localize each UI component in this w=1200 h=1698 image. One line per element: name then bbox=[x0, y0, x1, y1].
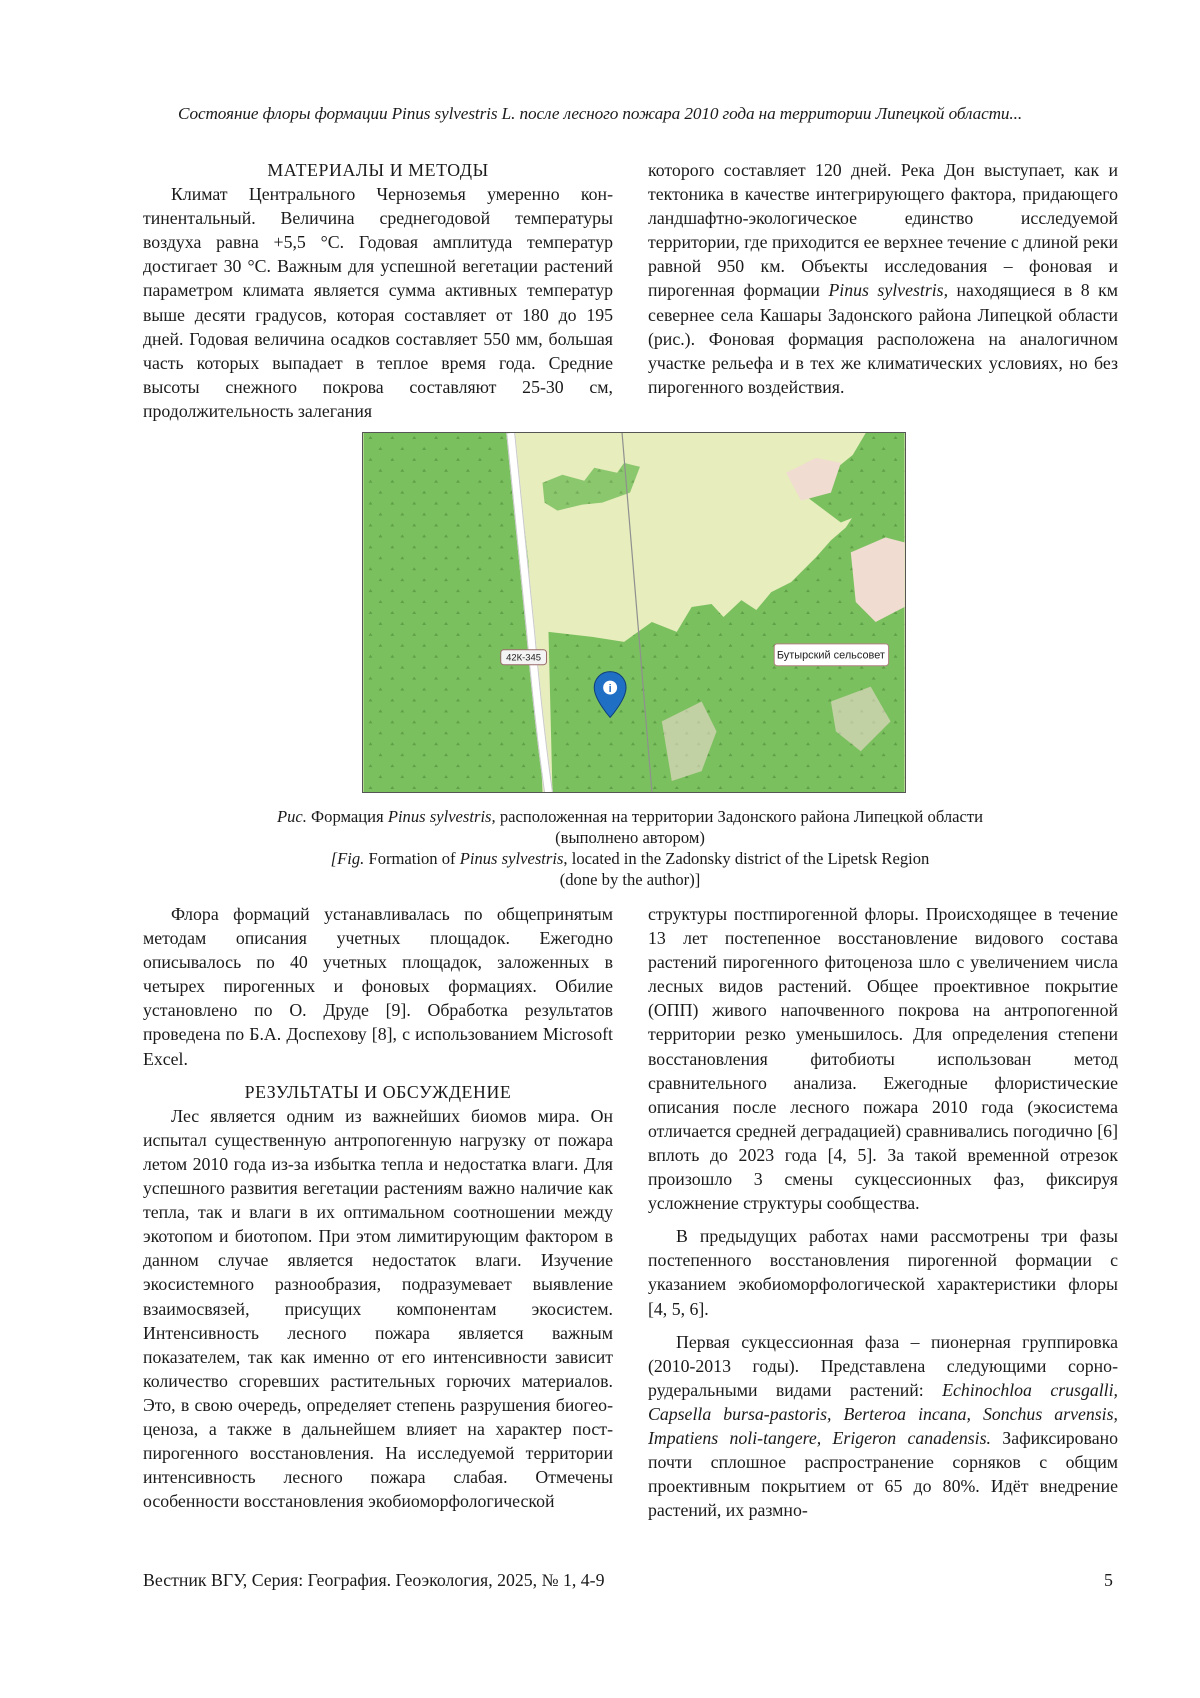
species-list: Echinochloa crusgalli, Capsella bursa-pastoris, Berteroa incana, Sonchus arvensis, Impatiens noli-tangere, Erigeron canadensis. bbox=[648, 1379, 1118, 1448]
column-left-bottom bbox=[143, 902, 613, 1513]
road-label bbox=[501, 650, 547, 665]
caption-ru-author: (выполнено автором) bbox=[555, 828, 705, 847]
footer-journal: Вестник ВГУ, Серия: География. Геоэкология, 2025, № 1, 4-9 bbox=[143, 1570, 605, 1590]
column-right-bottom bbox=[648, 902, 1118, 1522]
paragraph-forest-biome: Лес является одним из важнейших биомов мира. Он испытал существенную антропогенную нагрузку от пожара летом 2010 года из-за избытка тепла и недостатка влаги. Для успешного развития вегетации растениям важно наличие как тепла, так и влаги в их оптимальном соотношении между экотопом и биотопом. При этом лимитирующим фактором в данном случае является недостаток влаги. Изучение экосистемного разнообразия, подразумевает выявление взаимосвязей, присущих компонентам экосистем. Интенсивность лесного пожара является важным показателем, так как именно от его интенсивности зависит количество сгоревших растительных горючих материалов. Это, в свою очередь, определяет степень разрушения биогеоценоза, а также в дальнейшем влияет на характер постпирогенного восстановления. На исследуемой территории интенсивность лесного пожара слабая. Отмечены особенности восстановления экобиоморфологической bbox=[143, 1105, 613, 1512]
section-title-materials: МАТЕРИАЛЫ И МЕТОДЫ bbox=[267, 160, 489, 180]
caption-en-author: (done by the author)] bbox=[559, 870, 701, 889]
svg-text:i: i bbox=[608, 683, 612, 696]
page-number: 5 bbox=[1104, 1570, 1113, 1590]
caption-en: [Fig. Formation of Pinus sylvestris, located in the Zadonsky district of the Lipetsk Region bbox=[330, 849, 930, 868]
species-name: Pinus sylvestris, bbox=[828, 280, 949, 301]
road-label-text: 42К-345 bbox=[506, 652, 542, 664]
paragraph-structure: структуры постпирогенной флоры. Происходящее в течение 13 лет постепенное восстановление видового состава растений пирогенного фитоценоза шло с увеличением числа лесных видов растений. Общее проективное покрытие (ОПП) живого напочвенного покрова на антропогенной территории резко уменьшилось. Для определения степени восстановления фитобиоты использован метод сравнительного анализа. Ежегодные флористические описания после лесного пожара 2010 года (экосистема отличается средней деградацией) сравнивались погодично [6] вплоть до 2023 года [4, 5]. За такой временной отрезок произошло 3 смены сукцессионных фаз, фиксируя усложнение структуры сообщества. bbox=[648, 904, 1118, 1214]
column-left-top bbox=[143, 158, 613, 423]
figure-caption bbox=[150, 806, 1110, 890]
running-header: Состояние флоры формации Pinus sylvestris L. после лесного пожара 2010 года на территории Липецкой области... bbox=[177, 104, 1023, 123]
paragraph-first-phase: Первая сукцессионная фаза – пионерная группировка (2010-2013 годы). Представлена следующими сорно-рудеральными видами растений: Echinochloa crusgalli, Capsella bursa-pastoris, Berteroa incana, Sonchus arvensis, Impatiens noli-tangere, Erigeron canadensis. Зафиксировано почти сплошное распространение сорняков с общим проективным покрытием от 65 до 80%. Идёт внедрение растений, их размно- bbox=[648, 1331, 1118, 1521]
paragraph-previous-works: В предыдущих работах нами рассмотрены три фазы постепенного восстановления пирогенной формации с указанием экобиоморфологической характеристики флоры [4, 5, 6]. bbox=[648, 1226, 1118, 1319]
column-right-top bbox=[648, 158, 1118, 399]
caption-ru: Рис. Формация Pinus sylvestris, расположенная на территории Задонского района Липецкой области bbox=[276, 807, 984, 826]
place-label-text: Бутырский сельсовет bbox=[776, 649, 885, 662]
section-title-results: РЕЗУЛЬТАТЫ И ОБСУЖДЕНИЕ bbox=[244, 1081, 512, 1102]
paragraph-objects: которого составляет 120 дней. Река Дон выступает, как и тектоника в качестве интегрирующего фактора, придающего ландшафтно-экологическое единство исследуемой территории, где приходится ее верхнее течение с длиной реки равной 950 км. Объекты исследования – фоновая и пирогенная формации Pinus sylvestris, находящиеся в 8 км севернее села Кашары Задонского района Липецкой области (рис.). Фоновая формация расположена на аналогичном участке рельефа и в тех же климатических условиях, но без пирогенного воздействия. bbox=[648, 160, 1119, 397]
paragraph-climate: Климат Центрального Черноземья умеренно континентальный. Величина среднегодовой температуры воздуха равна +5,5 °С. Годовая амплитуда температур достигает 30 °С. Важным для успешной вегетации растений параметром климата является сумма активных температур выше десяти градусов, которая составляет от 180 до 195 дней. Годовая величина осадков составляет 550 мм, большая часть которых выпадает в теплое время года. Средние высоты снежного покрова составляют 25-30 см, продолжительность залегания bbox=[143, 184, 613, 421]
map-figure bbox=[362, 432, 906, 793]
place-label bbox=[774, 644, 888, 666]
paragraph-flora-methods: Флора формаций устанавливалась по общепринятым методам описания учетных площадок. Ежегодно описывалось по 40 учетных площадок, заложенных в четырех пирогенных и фоновых формациях. Обилие установлено по О. Друде [9]. Обработка результатов проведена по Б.А. Доспехову [8], с использованием Microsoft Excel. bbox=[143, 904, 613, 1069]
